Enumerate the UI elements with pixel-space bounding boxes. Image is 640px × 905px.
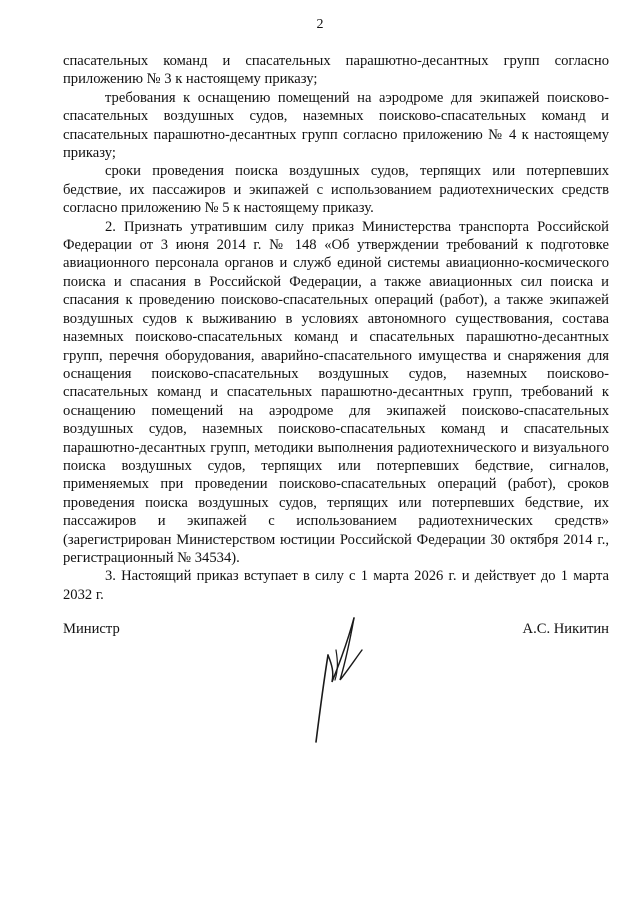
paragraph-appendix-3-end: спасательных команд и спасательных парашютно-десантных групп согласно приложению № 3 к настоящему приказу;: [63, 53, 609, 88]
paragraph-item-2: 2. Признать утратившим силу приказ Министерства транспорта Российской Федерации от 3 июня 2014 г. № 148 «Об утверждении требований к подготовке авиационного персонала органов и служб единой системы авиационно-космического поиска и спасания в Российской Федерации, а также авиационных сил поиска и спасания к проведению поисково-спасательных операций (работ), а также экипажей воздушных судов к выживанию в условиях автономного существования, состава наземных поисково-спасательных команд и спасательных парашютно-десантных групп, перечня оборудования, аварийно-спасательного имущества и снаряжения для оснащения поисково-спасательных воздушных судов, наземных поисково-спасательных команд и спасательных парашютно-десантных групп, требований к оснащению помещений на аэродроме для экипажей поисково-спасательных воздушных судов, наземных поисково-спасательных команд и спасательных парашютно-десантных групп, методики выполнения радиотехнического и визуального поиска воздушных судов, терпящих или потерпевших бедствие, сигналов, применяемых при проведении поисково-спасательных операций (работ), сроков проведения поиска воздушных судов, терпящих или потерпевших бедствие, их пассажиров и экипажей с использованием радиотехнических средств» (зарегистрирован Министерством юстиции Российской Федерации 30 октября 2014 г., регистрационный № 34534).: [63, 218, 609, 566]
paragraph-item-3: 3. Настоящий приказ вступает в силу с 1 марта 2026 г. и действует до 1 марта 2032 г.: [63, 568, 609, 603]
signer-name: А.С. Никитин: [522, 621, 609, 637]
paragraph-appendix-5: сроки проведения поиска воздушных судов, терпящих или потерпевших бедствие, их пассажиров и экипажей с использованием радиотехнических средств согласно приложению № 5 к настоящему приказу.: [63, 163, 609, 217]
signer-title: Министр: [63, 621, 120, 637]
document-body: [63, 52, 609, 604]
page-number: 2: [316, 17, 324, 32]
handwritten-signature: [288, 610, 388, 750]
paragraph-appendix-4: требования к оснащению помещений на аэродроме для экипажей поисково-спасательных воздушных судов, наземных поисково-спасательных команд и спасательных парашютно-десантных групп согласно приложению № 4 к настоящему приказу;: [63, 89, 609, 162]
